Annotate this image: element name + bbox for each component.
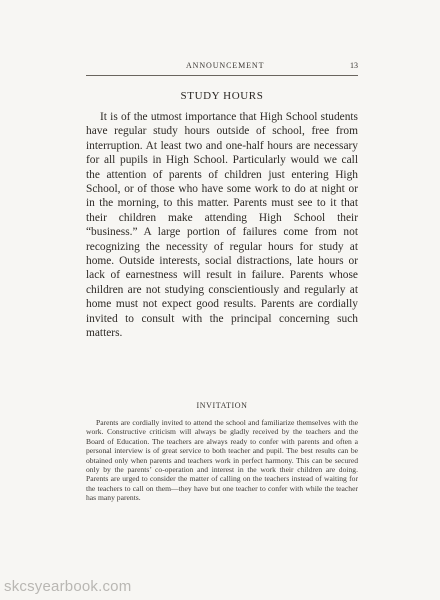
invitation-paragraph: Parents are cordially invited to attend the school and familiarize themselves with the work. Constructive criticism will always be gladly received by the teachers and the Board of Education. The teachers are always ready to confer with parents and often a personal interview is of great service to both teacher and pupil. The best results can be obtained only when parents and teachers work in perfect harmony. This can be secured only by the parents’ co-operation and interest in the work their children are doing. Parents are urged to consider the matter of calling on the teachers instead of waiting for the teachers to call on them—they have but one teacher to confer with while the teacher has many parents. [86,418,358,503]
study-hours-title: STUDY HOURS [180,90,264,102]
invitation-title: INVITATION [196,401,248,410]
page-number: 13 [350,61,358,70]
running-head [86,61,358,76]
site-watermark: skcsyearbook.com [4,578,132,595]
running-title: ANNOUNCEMENT [186,61,265,70]
study-hours-paragraph: It is of the utmost importance that High School students have regular study hours outside of school, free from interruption. At least two and one-half hours are necessary for all pupils in High School. Particularly would we call the attention of parents of children just entering High School, or of those who have some work to do at night or in the morning, to this matter. Parents must see to it that their children make attending High School their “business.” A large portion of failures come from not recognizing the necessity of regular hours for study at home. Outside interests, social distractions, late hours or lack of earnestness will result in failure. Parents whose children are not studying conscientiously and regularly at home must not expect good results. Parents are cordially invited to consult with the principal concerning such matters. [86,111,358,340]
